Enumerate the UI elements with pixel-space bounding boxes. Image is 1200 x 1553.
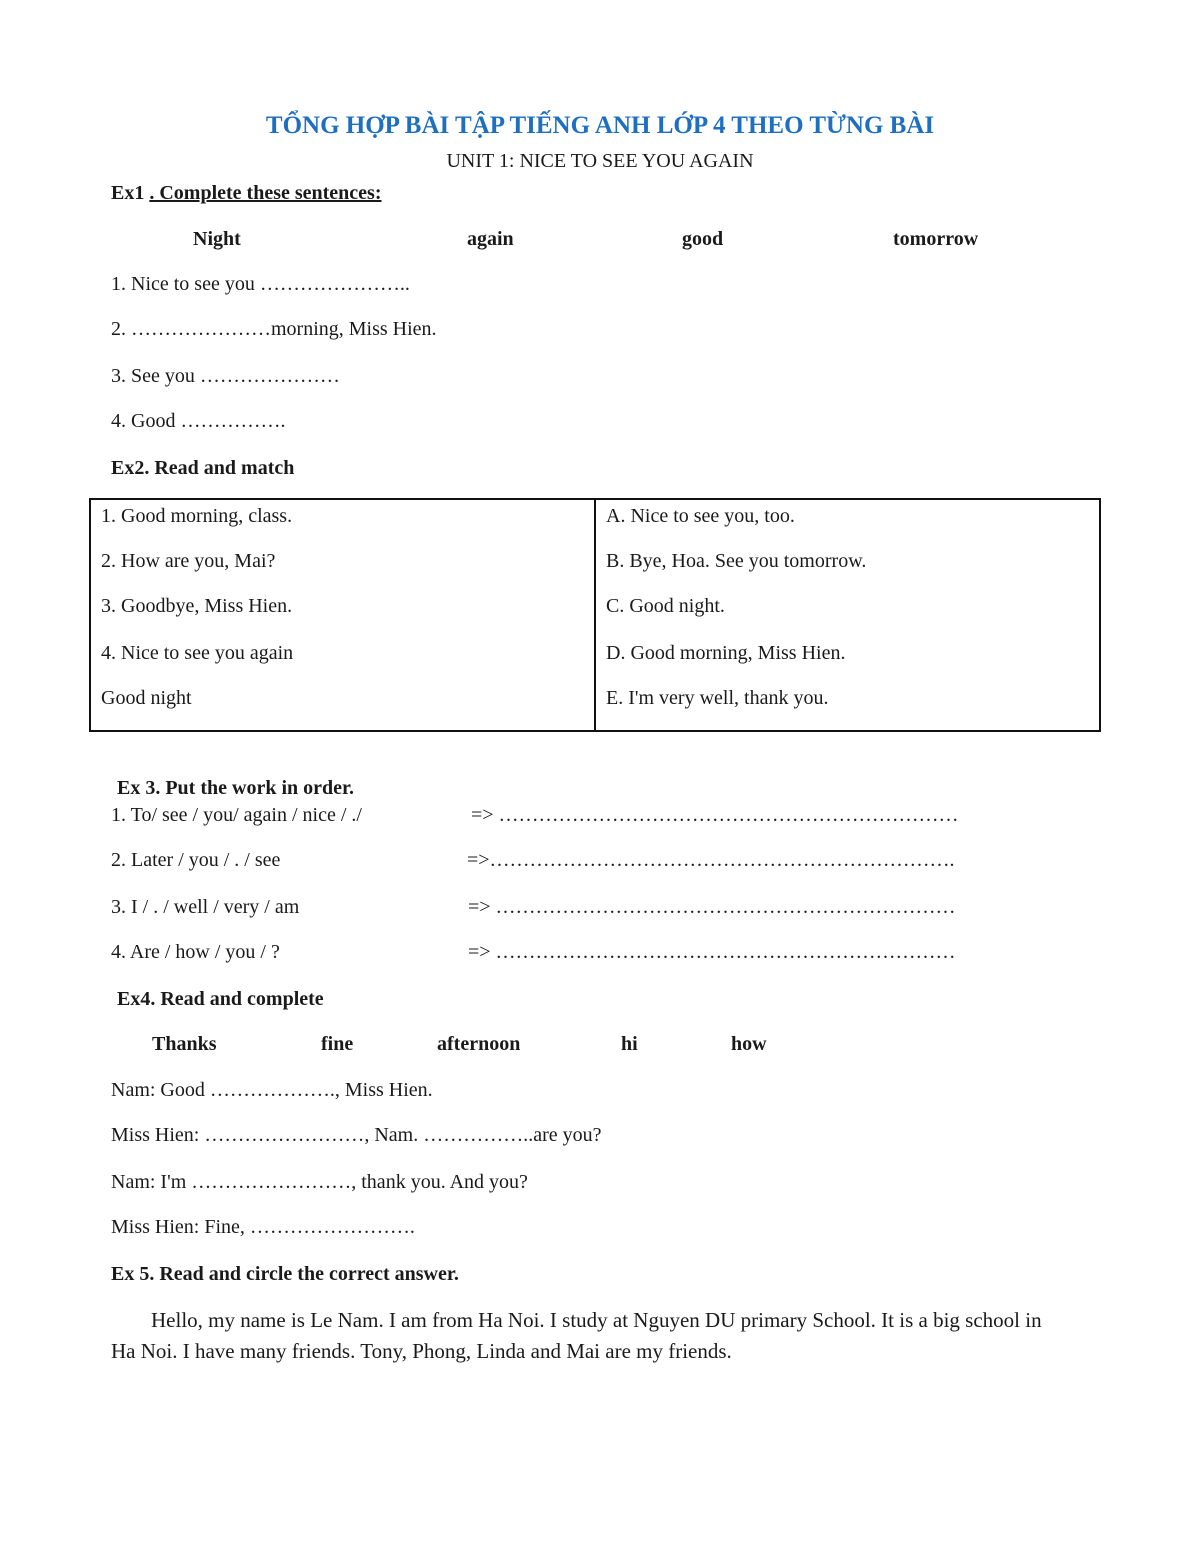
ex3-prompt: 4. Are / how / you / ? — [111, 941, 280, 963]
ex4-dialogue-line: Miss Hien: Fine, ……………………. — [111, 1216, 415, 1238]
ex4-dialogue-line: Miss Hien: ……………………, Nam. ……………..are you? — [111, 1124, 602, 1146]
ex4-dialogue-line: Nam: I'm ……………………, thank you. And you? — [111, 1171, 528, 1193]
match-left-item: Good night — [101, 687, 192, 709]
match-table — [89, 498, 1101, 732]
ex5-heading: Ex 5. Read and circle the correct answer. — [111, 1263, 459, 1285]
page-title: TỔNG HỢP BÀI TẬP TIẾNG ANH LỚP 4 THEO TỪNG BÀI — [265, 112, 935, 139]
match-left-item: 2. How are you, Mai? — [101, 550, 276, 572]
ex3-answer-line: => …………………………………………………………… — [468, 896, 956, 918]
match-column-left — [91, 500, 596, 730]
ex4-word: fine — [321, 1033, 354, 1055]
ex1-item: 4. Good ……………. — [111, 410, 286, 432]
match-left-item: 4. Nice to see you again — [101, 642, 294, 664]
ex4-heading: Ex4. Read and complete — [117, 988, 324, 1010]
ex1-word: good — [682, 228, 724, 250]
ex1-heading-prefix: Ex1 — [111, 182, 150, 204]
reading-passage: Hello, my name is Le Nam. I am from Ha Noi. I study at Nguyen DU primary School. It is a big school in Ha Noi. I have many friends. Tony, Phong, Linda and Mai are my friends. — [111, 1308, 1042, 1363]
ex4-word: hi — [621, 1033, 638, 1055]
ex3-prompt: 1. To/ see / you/ again / nice / ./ — [111, 804, 362, 826]
ex2-heading: Ex2. Read and match — [111, 457, 295, 479]
ex3-prompt: 2. Later / you / . / see — [111, 849, 281, 871]
ex3-answer-line: => …………………………………………………………… — [468, 941, 956, 963]
ex4-word: how — [731, 1033, 767, 1055]
ex1-word: tomorrow — [893, 228, 979, 250]
match-left-item: 3. Goodbye, Miss Hien. — [101, 595, 293, 617]
ex3-answer-line: =>……………………………………………………………. — [467, 849, 955, 871]
ex1-item: 1. Nice to see you ………………….. — [111, 273, 410, 295]
ex3-heading: Ex 3. Put the work in order. — [117, 777, 355, 799]
ex1-heading — [111, 182, 382, 205]
ex1-word: Night — [193, 228, 241, 250]
match-column-right — [596, 500, 1099, 730]
ex1-item: 2. …………………morning, Miss Hien. — [111, 318, 437, 340]
ex1-item: 3. See you ………………… — [111, 365, 340, 387]
match-right-item: D. Good morning, Miss Hien. — [606, 642, 846, 664]
match-right-item: E. I'm very well, thank you. — [606, 687, 829, 709]
ex1-heading-instruction: . Complete these sentences: — [149, 182, 382, 204]
match-left-item: 1. Good morning, class. — [101, 505, 293, 527]
match-right-item: B. Bye, Hoa. See you tomorrow. — [606, 550, 867, 572]
match-right-item: A. Nice to see you, too. — [606, 505, 795, 527]
ex1-word: again — [467, 228, 514, 250]
match-right-item: C. Good night. — [606, 595, 725, 617]
ex3-prompt: 3. I / . / well / very / am — [111, 896, 300, 918]
unit-subtitle: UNIT 1: NICE TO SEE YOU AGAIN — [446, 150, 754, 172]
ex4-dialogue-line: Nam: Good ………………., Miss Hien. — [111, 1079, 433, 1101]
ex4-word: afternoon — [437, 1033, 521, 1055]
ex3-answer-line: => …………………………………………………………… — [471, 804, 959, 826]
ex4-word: Thanks — [152, 1033, 217, 1055]
